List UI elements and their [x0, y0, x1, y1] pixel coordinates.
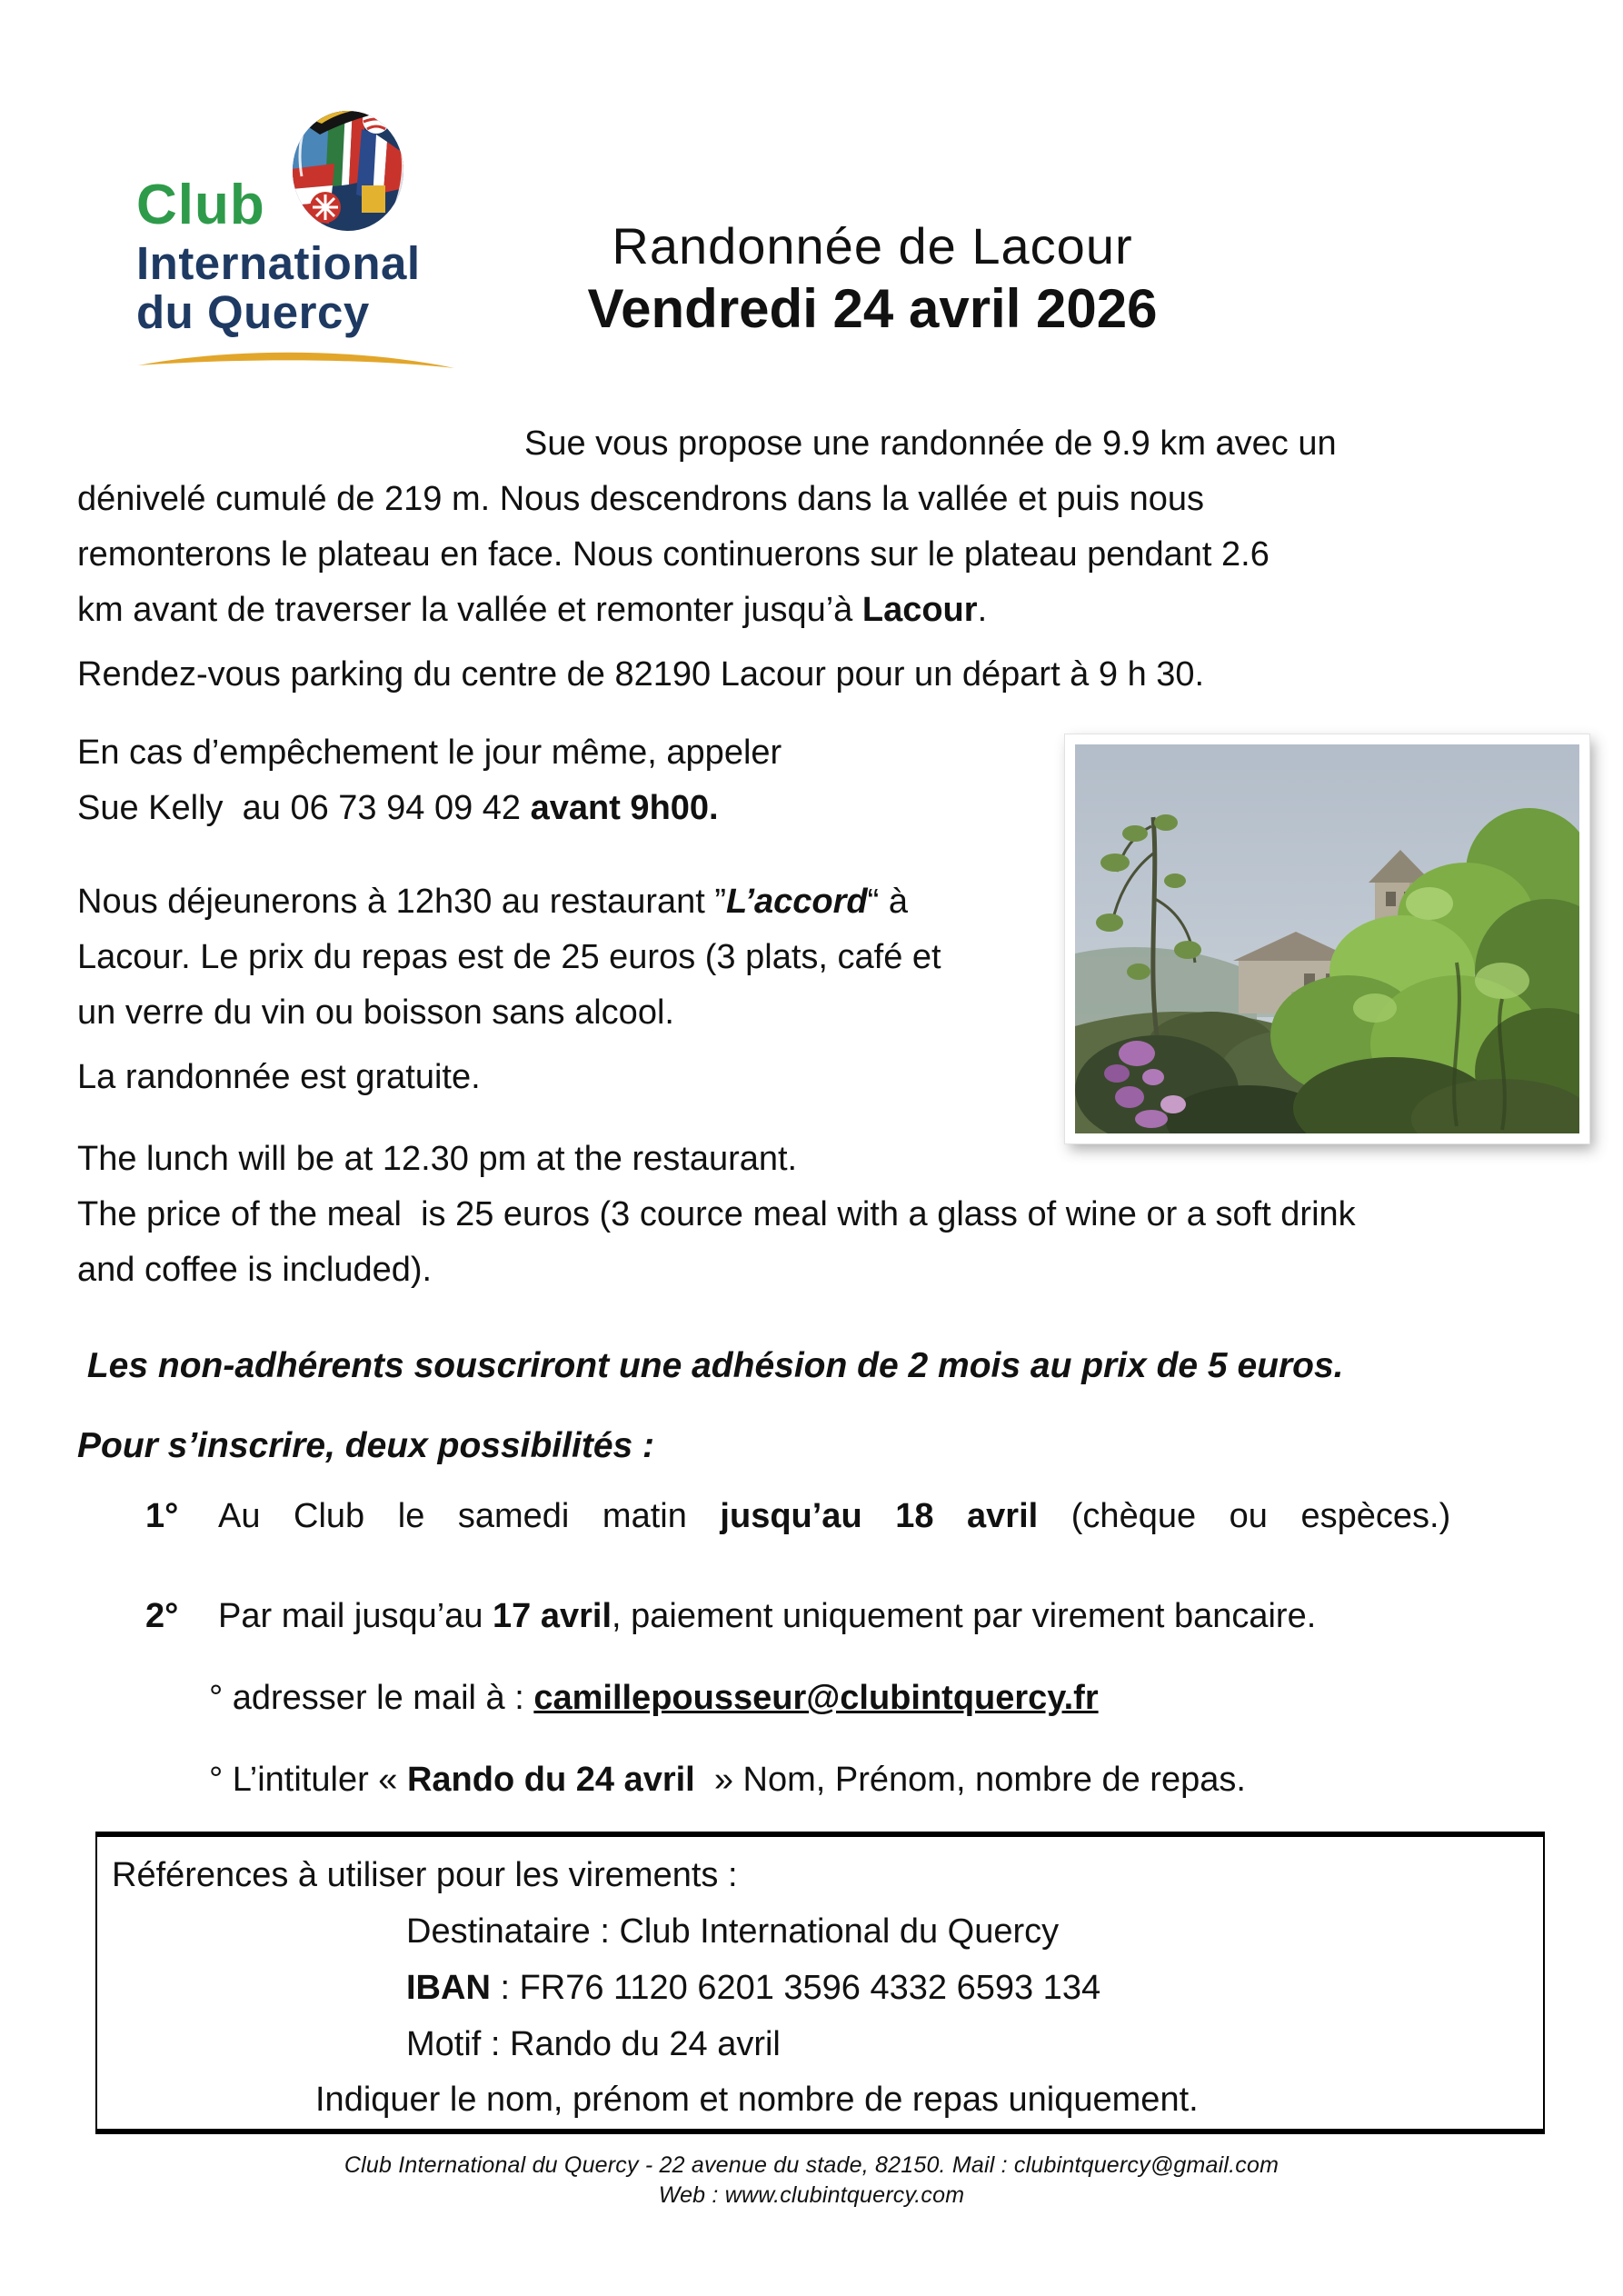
- lunch-en-paragraph: The lunch will be at 12.30 pm at the restaurant. The price of the meal is 25 euros (3 cource meal with a glass of wine or a soft drink and coffee is included).: [77, 1140, 1356, 1289]
- logo-word-club: Club: [136, 174, 265, 236]
- gold-swoosh-icon: [136, 346, 482, 378]
- bank-box-rows: Destinataire : Club International du Quercy IBAN : FR76 1120 6201 3596 4332 6593 134 Motif : Rando du 24 avril: [406, 1912, 1101, 2063]
- bank-details-box: [95, 1832, 1545, 2134]
- sub-option-subject: ° L’intituler « Rando du 24 avril » Nom, Prénom, nombre de repas.: [209, 1761, 1246, 1799]
- bank-box-note: Indiquer le nom, prénom et nombre de repas uniquement.: [315, 2081, 1199, 2119]
- sub-option-email[interactable]: ° adresser le mail à : camillepousseur@clubintquercy.fr: [209, 1679, 1099, 1717]
- option-1: [145, 1489, 1549, 1544]
- intro-rest-lines: dénivelé cumulé de 219 m. Nous descendrons dans la vallée et puis nous remonterons le plateau en face. Nous continuerons sur le plateau pendant 2.6 km avant de traverser la vallée et remonter jusqu’à Lacour.: [77, 480, 1270, 629]
- option-1-number: 1°: [145, 1497, 179, 1535]
- option-2-number: 2°: [145, 1597, 179, 1635]
- option-2-text: Par mail jusqu’au 17 avril, paiement uniquement par virement bancaire.: [218, 1597, 1317, 1635]
- bank-box-title: Références à utiliser pour les virements :: [112, 1856, 738, 1894]
- logo-word-du-quercy: du Quercy: [136, 286, 370, 339]
- club-logo: [136, 98, 482, 378]
- footer: Club International du Quercy - 22 avenue du stade, 82150. Mail : clubintquercy@gmail.com Web : www.clubintquercy.com: [344, 2152, 1279, 2208]
- register-intro: Pour s’inscrire, deux possibilités :: [77, 1426, 655, 1465]
- membership-note: Les non-adhérents souscriront une adhésion de 2 mois au prix de 5 euros.: [77, 1346, 1344, 1385]
- lunch-fr-paragraph: Nous déjeunerons à 12h30 au restaurant ”L’accord“ à Lacour. Le prix du repas est de 25 euros (3 plats, café et un verre du vin ou boisson sans alcool.: [77, 883, 941, 1032]
- meeting-point-paragraph: Rendez-vous parking du centre de 82190 Lacour pour un départ à 9 h 30.: [77, 655, 1205, 694]
- contact-paragraph: En cas d’empêchement le jour même, appeler Sue Kelly au 06 73 94 09 42 avant 9h00.: [77, 734, 782, 827]
- globe-of-flags-icon: [285, 98, 411, 239]
- intro-paragraph: [77, 416, 1554, 638]
- option-2: [145, 1589, 1549, 1644]
- option-1-text: Au Club le samedi matin jusqu’au 18 avril (chèque ou espèces.): [218, 1497, 1451, 1535]
- free-hike-line: La randonnée est gratuite.: [77, 1058, 481, 1096]
- intro-first-line: Sue vous propose une randonnée de 9.9 km avec un: [524, 424, 1337, 463]
- event-date-line: Vendredi 24 avril 2026: [587, 278, 1158, 339]
- village-photo: [1065, 734, 1589, 1143]
- logo-word-international: International: [136, 237, 421, 289]
- event-title-line1: Randonnée de Lacour: [612, 217, 1133, 275]
- event-title: [473, 216, 1272, 342]
